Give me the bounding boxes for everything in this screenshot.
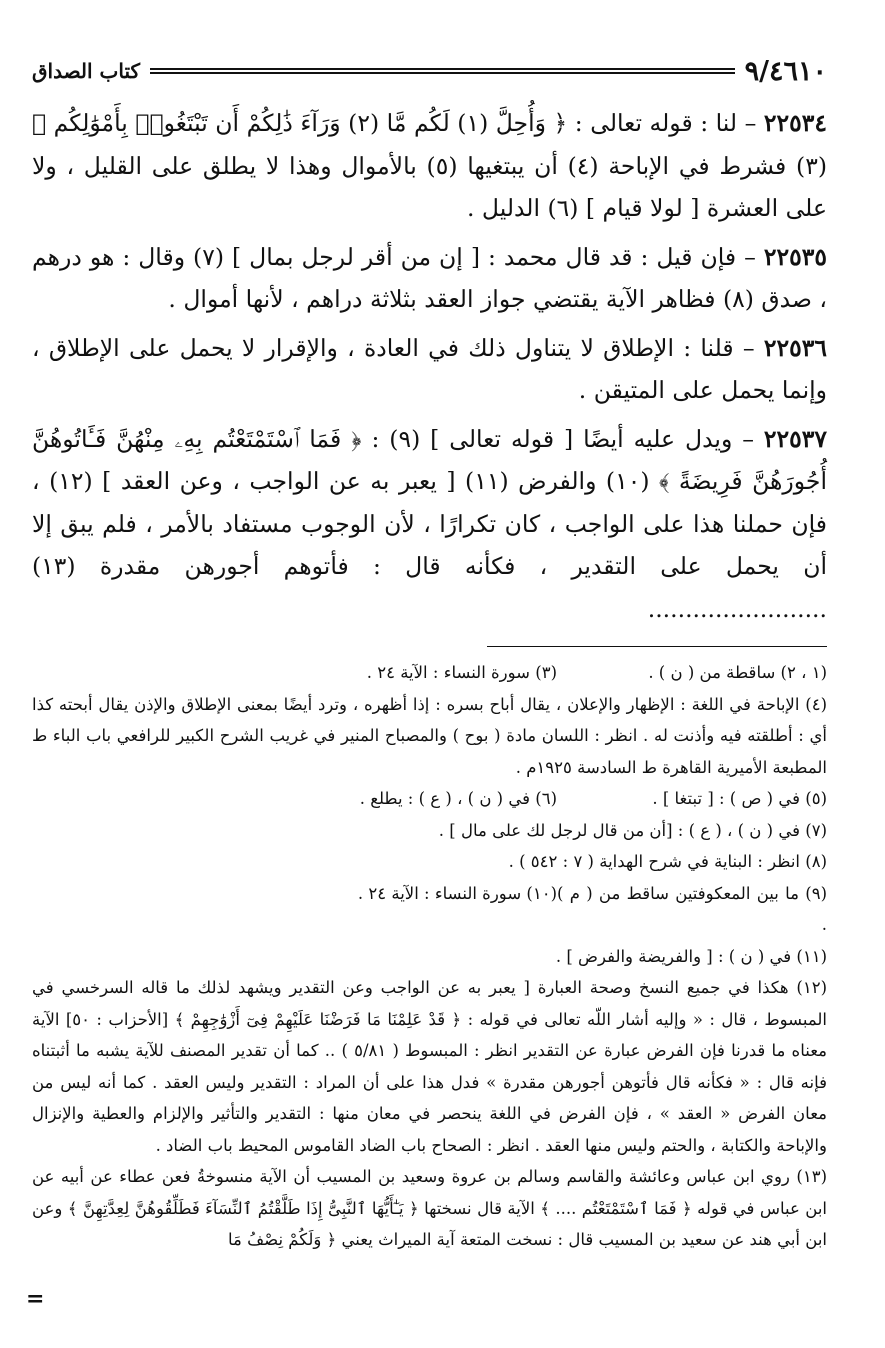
paragraph-text: – ويدل عليه أيضًا [ قوله تعالى ] (٩) : ﴿ فَمَا ٱسْتَمْتَعْتُم بِهِۦ مِنْهُنَّ فَـَٔاتُوهُنَّ أُجُورَهُنَّ فَرِيضَةً ﴾ (١٠) والفرض (١١) [ يعبر به عن الواجب ، وعن العقد ] (١٢) ، فإن حملنا هذا على الواجب ، كان تكرارًا ، لأن الوجوب مستفاد بالأمر ، فلم يبق إلا أن يحمل على التقدير ، فكأنه قال : فأتوهم أجورهن مقدرة (١٣) ........................ bbox=[32, 424, 827, 623]
paragraph-text: – قلنا : الإطلاق لا يتناول ذلك في العادة ، والإقرار لا يحمل على الإطلاق ، وإنما يحمل على المتيقن . bbox=[32, 333, 827, 404]
footnote: (٧) في ( ن ) ، ( ع ) : [أن من قال لرجل لك على مال ] . bbox=[438, 820, 827, 840]
paragraph-22537 bbox=[32, 418, 827, 631]
footnote: (١٠) سورة النساء : الآية ٢٤ . bbox=[357, 883, 557, 903]
footnote-row bbox=[32, 783, 827, 815]
main-text bbox=[32, 102, 827, 630]
footnote: (١١) في ( ن ) : [ والفريضة والفرض ] . bbox=[555, 946, 827, 966]
footnote-row bbox=[32, 878, 827, 941]
footnote: (٤) الإباحة في اللغة : الإظهار والإعلان ، يقال أباح بسره : إذا أظهره ، وترد أيضًا بمعنى الإطلاق والإذن يقال أبحته كذا أي : أطلقته فيه وأذنت له . انظر : اللسان مادة ( بوح ) والمصباح المنير في غريب الشرح الكبير للرافعي باب الباء ط المطبعة الأميرية القاهرة ط السادسة ١٩٢٥م . bbox=[32, 694, 827, 777]
footnote: (٨) انظر : البناية في شرح الهداية ( ٧ : ٥٤٢ ) . bbox=[508, 852, 827, 871]
book-title: كتاب الصداق bbox=[32, 59, 141, 83]
footnote: (١٣) روي ابن عباس وعائشة والقاسم وسالم بن عروة وسعيد بن المسيب أن الآية منسوخةُ فعن عطاء عن أبيه عن ابن عباس في قوله ﴿ فَمَا ٱسْتَمْتَعْتُم .... ﴾ الآية قال نسختها ﴿ يَـٰٓأَيُّهَا ٱلنَّبِىُّ إِذَا طَلَّقْتُمُ ٱلنِّسَآءَ فَطَلِّقُوهُنَّ لِعِدَّتِهِنَّ ﴾ وعن ابن أبي هند عن سعيد بن المسيب قال : نسخت المتعة آية الميراث يعني ﴿ وَلَكُمْ نِصْفُ مَا bbox=[32, 1167, 827, 1249]
footnote-row bbox=[32, 657, 827, 689]
running-header bbox=[32, 54, 827, 88]
page-number: ٩/٤٦١٠ bbox=[744, 55, 827, 87]
paragraph-number: ٢٢٥٣٤ bbox=[763, 109, 827, 137]
paragraph-number: ٢٢٥٣٧ bbox=[763, 424, 827, 453]
paragraph-22536 bbox=[32, 327, 827, 412]
footnote: (٩) ما بين المعكوفتين ساقط من ( م ) . bbox=[557, 883, 827, 934]
header-rule bbox=[150, 68, 735, 74]
footnote: (٦) في ( ن ) ، ( ع ) : يطلع . bbox=[359, 789, 557, 808]
footnote-separator bbox=[487, 646, 827, 647]
footnote: (١٢) هكذا في جميع النسخ وصحة العبارة [ يعبر به عن الواجب وعن التقدير ويشهد لذلك ما قاله السرخسي في المبسوط ، قال : « وإليه أشار اللّه تعالى في قوله : ﴿ قَدْ عَلِمْنَا مَا فَرَضْنَا عَلَيْهِمْ فِىٓ أَزْوَٰجِهِمْ ﴾ [الأحزاب : ٥٠] الآية معناه ما قدرنا فإن الفرض عبارة عن التقدير انظر : المبسوط ( ٥/٨١ ) .. كما أن تقدير المصنف للآية يشبه ما أثبتناه فإنه قال : « فكأنه قال فأتوهن أجورهن مقدرة » فدل هذا على أن المراد : التقدير وليس العقد . كما أنه ليس من معان الفرض « العقد » ، فإن الفرض في اللغة ينحصر في معان منها : التقدير والتأثير والإلزام والعطية والإنزال والإباحة والكتابة ، والحتم وليس منها العقد . انظر : الصحاح باب الضاد القاموس المحيط باب الضاد . bbox=[32, 978, 827, 1155]
paragraph-text: – فإن قيل : قد قال محمد : [ إن من أقر لرجل بمال ] (٧) وقال : هو درهم ، صدق (٨) فظاهر الآية يقتضي جواز العقد بثلاثة دراهم ، لأنها أموال . bbox=[32, 242, 827, 313]
footnote: (٣) سورة النساء : الآية ٢٤ . bbox=[366, 663, 557, 682]
paragraph-number: ٢٢٥٣٥ bbox=[763, 242, 827, 271]
paragraph-number: ٢٢٥٣٦ bbox=[763, 333, 827, 362]
footnotes bbox=[32, 657, 827, 1256]
paragraph-22535 bbox=[32, 236, 827, 321]
paragraph-22534 bbox=[32, 102, 827, 230]
continuation-mark: = bbox=[26, 1286, 45, 1312]
footnote: (٥) في ( ص ) : [ تبتغا ] . bbox=[652, 789, 827, 808]
paragraph-text: – لنا : قوله تعالى : ﴿ وَأُحِلَّ (١) لَكُم مَّا (٢) وَرَآءَ ذَٰلِكُمْ أَن تَبْتَغُوا۟ بِأَمْوَٰلِكُم ﴾ (٣) فشرط في الإباحة (٤) أن يبتغيها (٥) بالأموال وهذا لا يطلق على القليل ، ولا على العشرة [ لولا قيام ] (٦) الدليل . bbox=[32, 109, 827, 222]
footnote: (١ ، ٢) ساقطة من ( ن ) . bbox=[648, 663, 827, 682]
